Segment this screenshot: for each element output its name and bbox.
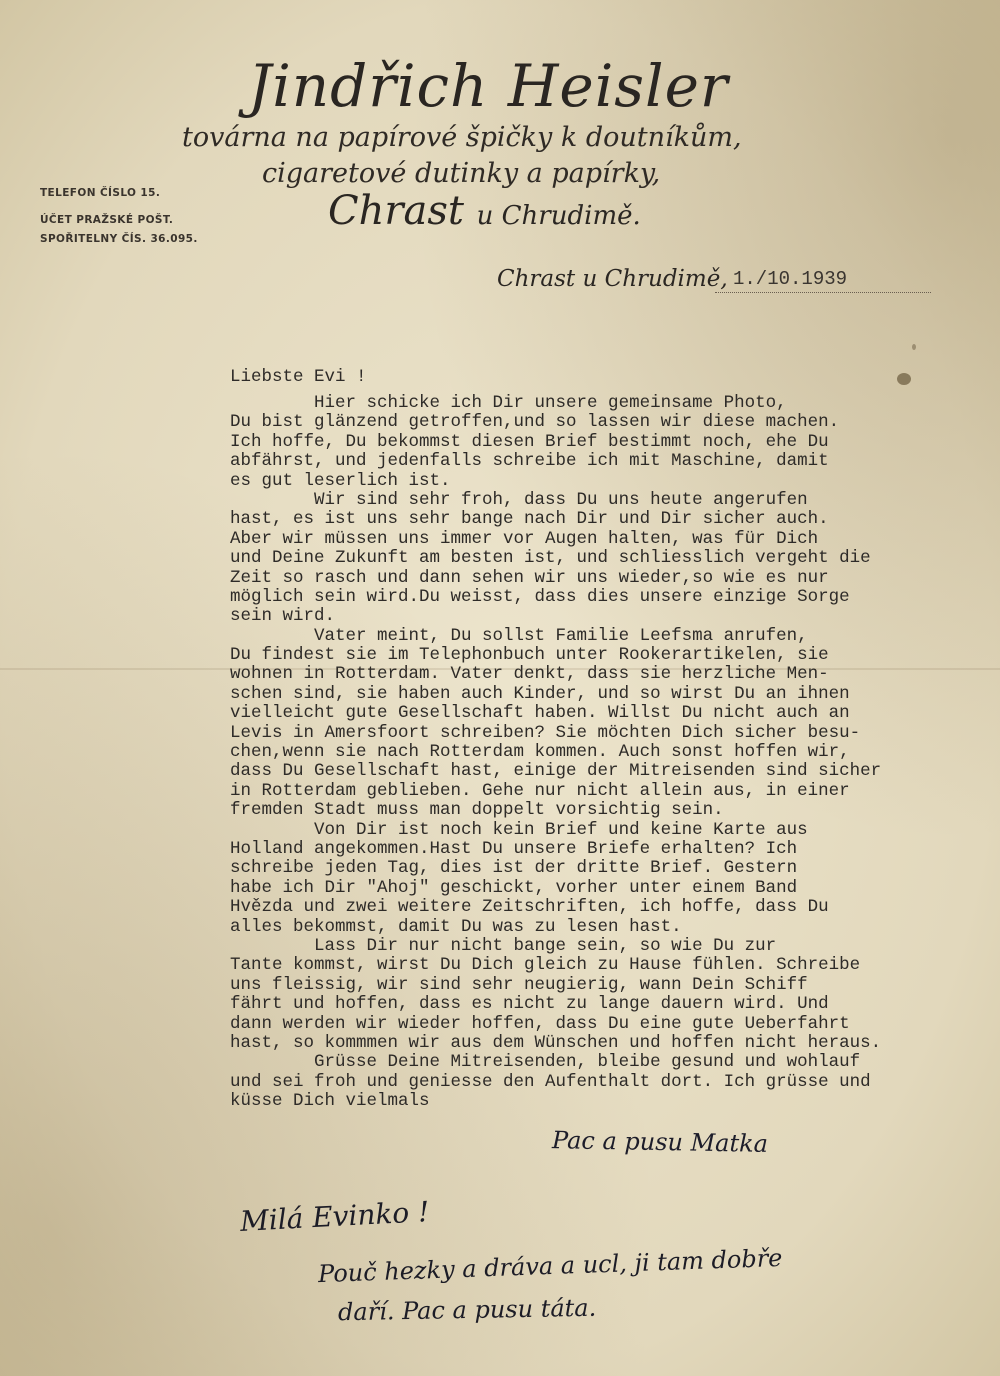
phone-number: TELEFON ČÍSLO 15. <box>40 187 161 199</box>
body-line: alles bekommst, damit Du was zu lesen hast. <box>230 916 682 937</box>
date: 1./10.1939 <box>733 268 848 290</box>
body-line: küsse Dich vielmals <box>230 1091 430 1112</box>
body-line: Von Dir ist noch kein Brief und keine Karte aus <box>230 819 808 840</box>
body-line: Hvězda und zwei weitere Zeitschriften, ich hoffe, dass Du <box>230 897 829 918</box>
letterhead-town-suffix: u Chrudimě. <box>476 201 641 231</box>
account-line-2: SPOŘITELNY ČÍS. 36.095. <box>40 233 198 245</box>
body-line: Levis in Amersfoort schreiben? Sie möchten Dich sicher besu- <box>230 722 861 743</box>
body-line: dass Du Gesellschaft hast, einige der Mitreisenden sind sicher <box>230 761 882 782</box>
body-line: fremden Stadt muss man doppelt vorsichtig sein. <box>230 800 724 821</box>
body-line: Du findest sie im Telephonbuch unter Rookerartikelen, sie <box>230 645 829 666</box>
body-line: es gut leserlich ist. <box>230 470 451 491</box>
body-line: sein wird. <box>230 606 336 627</box>
dotted-rule <box>715 292 931 293</box>
letterhead-town <box>328 188 641 234</box>
letterhead-line-2: cigaretové dutinky a papírky, <box>262 158 661 189</box>
body-line: chen,wenn sie nach Rotterdam kommen. Auch sonst hoffen wir, <box>230 742 850 763</box>
place: Chrast u Chrudimě, <box>497 266 728 292</box>
body-line: vielleicht gute Gesellschaft haben. Willst Du nicht auch an <box>230 703 850 724</box>
account-line-1: ÚČET PRAŽSKÉ POŠT. <box>40 214 174 226</box>
place-date <box>497 266 937 298</box>
body-line: dann werden wir wieder hoffen, dass Du eine gute Ueberfahrt <box>230 1013 850 1034</box>
salutation: Liebste Evi ! <box>230 367 367 387</box>
letterhead-town-name: Chrast <box>328 188 464 234</box>
body-line: hast, es ist uns sehr bange nach Dir und Dir sicher auch. <box>230 509 829 530</box>
letterhead-line-1: továrna na papírové špičky k doutníkům, <box>182 122 742 153</box>
body-line: schen sind, sie haben auch Kinder, und so wirst Du an ihnen <box>230 683 850 704</box>
body-line: habe ich Dir "Ahoj" geschickt, vorher unter einem Band <box>230 877 798 898</box>
letter-body <box>230 394 990 1111</box>
handwritten-signoff: Pac a pusu Matka <box>551 1126 769 1158</box>
handwritten-greeting: Milá Evinko ! <box>239 1195 431 1238</box>
body-line: wohnen in Rotterdam. Vater denkt, dass sie herzliche Men- <box>230 664 829 685</box>
body-line: Hier schicke ich Dir unsere gemeinsame Photo, <box>230 393 787 413</box>
body-line: Tante kommst, wirst Du Dich gleich zu Hause fühlen. Schreibe <box>230 955 861 976</box>
body-line: Aber wir müssen uns immer vor Augen halten, was für Dich <box>230 528 819 549</box>
body-line: Ich hoffe, Du bekommst diesen Brief bestimmt noch, ehe Du <box>230 431 829 452</box>
ink-stain <box>897 373 911 385</box>
body-line: fährt und hoffen, dass es nicht zu lange dauern wird. Und <box>230 994 829 1015</box>
body-line: abfährst, und jedenfalls schreibe ich mit Maschine, damit <box>230 451 829 472</box>
body-line: schreibe jeden Tag, dies ist der dritte Brief. Gestern <box>230 858 798 879</box>
body-line: in Rotterdam geblieben. Gehe nur nicht allein aus, in einer <box>230 780 850 801</box>
body-line: Du bist glänzend getroffen,und so lassen wir diese machen. <box>230 412 840 433</box>
body-line: und sei froh und geniesse den Aufenthalt dort. Ich grüsse und <box>230 1071 871 1092</box>
body-line: Lass Dir nur nicht bange sein, so wie Du zur <box>230 935 777 956</box>
body-line: Zeit so rasch und dann sehen wir uns wieder,so wie es nur <box>230 567 829 588</box>
paper-speck <box>912 344 916 350</box>
body-line: Grüsse Deine Mitreisenden, bleibe gesund und wohlauf <box>230 1052 861 1073</box>
body-line: uns fleissig, wir sind sehr neugierig, wann Dein Schiff <box>230 974 808 995</box>
handwritten-line-3: daří. Pac a pusu táta. <box>337 1293 597 1327</box>
body-line: Wir sind sehr froh, dass Du uns heute angerufen <box>230 489 808 510</box>
body-line: möglich sein wird.Du weisst, dass dies unsere einzige Sorge <box>230 586 850 607</box>
body-line: und Deine Zukunft am besten ist, und schliesslich vergeht die <box>230 548 871 569</box>
body-line: Holland angekommen.Hast Du unsere Briefe erhalten? Ich <box>230 838 798 859</box>
body-line: hast, so kommmen wir aus dem Wünschen und hoffen nicht heraus. <box>230 1032 882 1053</box>
body-line: Vater meint, Du sollst Familie Leefsma anrufen, <box>230 625 808 646</box>
letterhead-name: Jindřich Heisler <box>248 52 729 120</box>
handwritten-line-2: Pouč hezky a dráva a ucl, ji tam dobře <box>317 1243 783 1289</box>
